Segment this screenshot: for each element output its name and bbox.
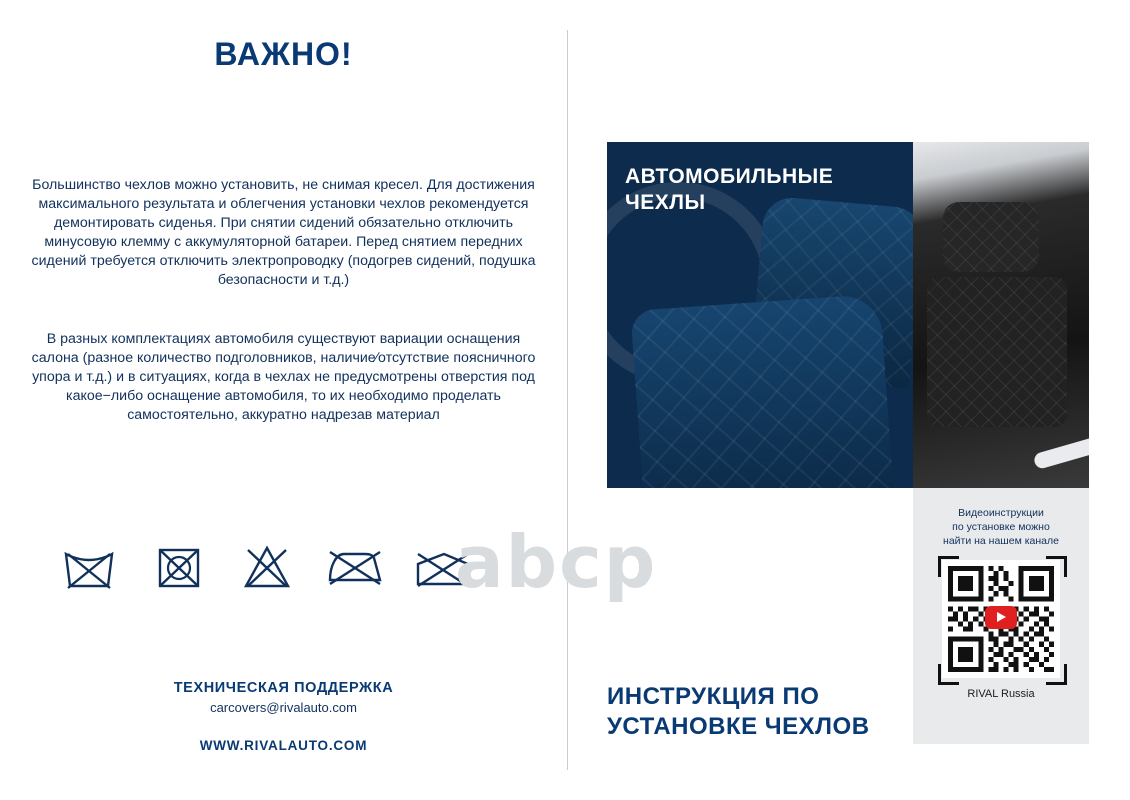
support-block [0,680,567,715]
no-tumble-dry-icon [240,540,294,594]
care-symbols-row [62,536,502,606]
headrest-shape [943,202,1039,272]
no-bleach-icon [152,540,206,594]
qr-frame-top-left [938,556,959,577]
qr-frame-top-right [1046,556,1067,577]
support-title: ТЕХНИЧЕСКАЯ ПОДДЕРЖКА [173,680,394,696]
no-iron-icon [326,546,380,600]
driver-seat-shape [630,294,893,488]
qr-text-line-3: найти на нашем канале [943,535,1059,547]
right-panel [567,0,1130,800]
youtube-play-icon [985,606,1017,629]
qr-panel [913,488,1089,744]
seat-backrest-shape [927,277,1067,427]
qr-text-line-1: Видеоинструкции [958,507,1044,519]
qr-instruction-text [919,506,1083,548]
support-email[interactable]: carcovers@rivalauto.com [210,700,357,715]
photo-caption-line-2: ЧЕХЛЫ [625,191,706,214]
interior-photo-side [913,142,1089,488]
watermark-abcp: abcp [455,520,658,604]
interior-photo-main [607,142,913,488]
qr-text-line-2: по установке можно [952,521,1050,533]
photo-caption-line-1: АВТОМОБИЛЬНЫЕ [625,165,834,188]
website-link[interactable]: WWW.RIVALAUTO.COM [199,738,368,753]
no-machine-wash-icon [62,540,116,594]
photo-caption [625,164,833,216]
qr-frame-bottom-left [938,664,959,685]
warning-paragraph-1: Большинство чехлов можно установить, не снимая кресел. Для достижения максимального результата и облегчения установки чехлов рекомендуется демонтировать сиденья. При снятии сидений обязательно отключить минусовую клемму с аккумуляторной батареи. Перед снятием передних сидений требуется отключить электропроводку (подогрев сидений, подушка безопасности и т.д.) [31,177,536,288]
qr-frame-bottom-right [1046,664,1067,685]
instruction-title-line-1: ИНСТРУКЦИЯ ПО [607,683,820,710]
instruction-title [607,682,907,742]
page-title: ВАЖНО! [214,36,353,72]
qr-channel-label: RIVAL Russia [967,688,1035,700]
instruction-title-line-2: УСТАНОВКЕ ЧЕХЛОВ [607,713,870,740]
warning-paragraph-2: В разных комплектациях автомобиля существуют вариации оснащения салона (разное количество подголовников, наличие∕отсутствие поясничного упора и т.д.) и в ситуациях, когда в чехлах не предусмотрены отверстия под какое−либо оснащение автомобиля, то их необходимо проделать самостоятельно, аккуратно надрезав материал [31,331,536,423]
